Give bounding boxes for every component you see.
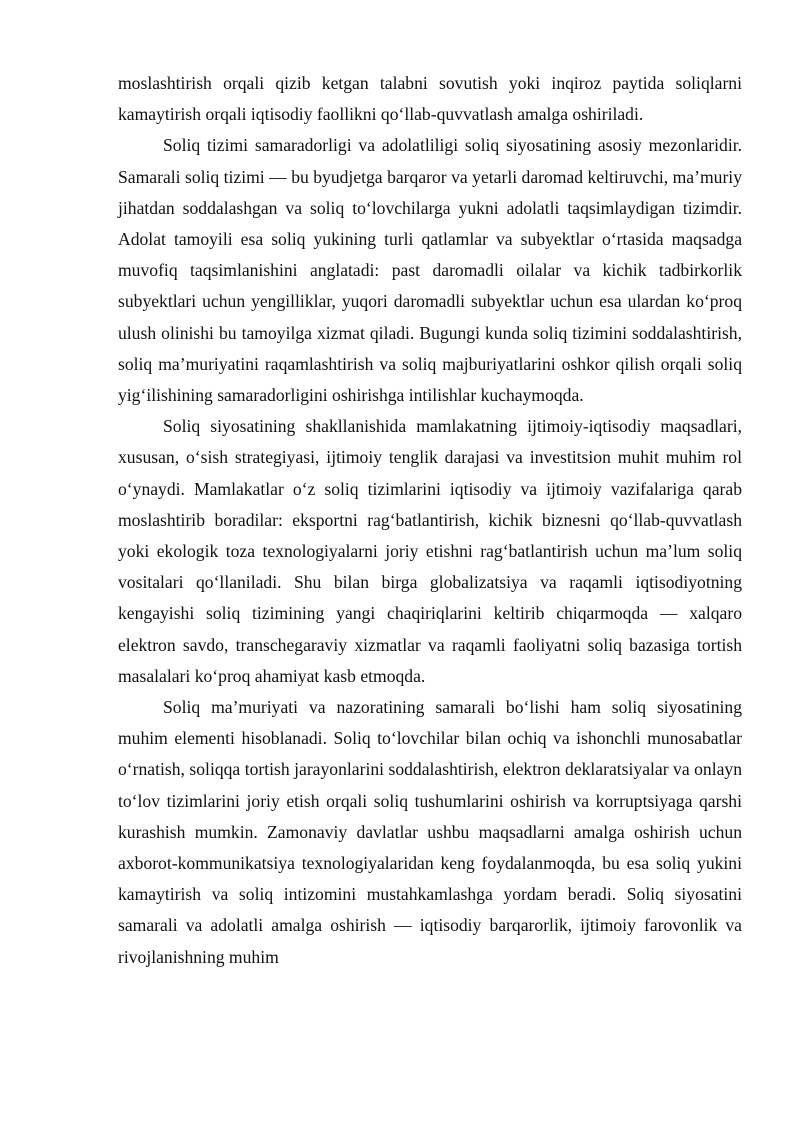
document-page bbox=[118, 68, 742, 973]
paragraph-continuation: moslashtirish orqali qizib ketgan talabni sovutish yoki inqiroz paytida soliqlarni kamaytirish orqali iqtisodiy faollikni qo‘llab-quvvatlash amalga oshiriladi. bbox=[118, 73, 742, 125]
paragraph-tax-efficiency: Soliq tizimi samaradorligi va adolatliligi soliq siyosatining asosiy mezonlaridir. Samarali soliq tizimi — bu byudjetga barqaror va yetarli daromad keltiruvchi, ma’muriy jihatdan soddalashgan va soliq to‘lovchilarga yukni adolatli taqsimlaydigan tizimdir. Adolat tamoyili esa soliq yukining turli qatlamlar va subyektlar o‘rtasida maqsadga muvofiq taqsimlanishini anglatadi: past daromadli oilalar va kichik tadbirkorlik subyektlari uchun yengilliklar, yuqori daromadli subyektlar uchun esa ulardan ko‘proq ulush olinishi bu tamoyilga xizmat qiladi. Bugungi kunda soliq tizimini soddalashtirish, soliq ma’muriyatini raqamlashtirish va soliq majburiyatlarini oshkor qilish orqali soliq yig‘ilishining samaradorligini oshirishga intilishlar kuchaymoqda. bbox=[118, 135, 742, 406]
paragraph-tax-administration: Soliq ma’muriyati va nazoratining samarali bo‘lishi ham soliq siyosatining muhim elementi hisoblanadi. Soliq to‘lovchilar bilan ochiq va ishonchli munosabatlar o‘rnatish, soliqqa tortish jarayonlarini soddalashtirish, elektron deklaratsiyalar va onlayn to‘lov tizimlarini joriy etish orqali soliq tushumlarini oshirish va korruptsiyaga qarshi kurashish mumkin. Zamonaviy davlatlar ushbu maqsadlarni amalga oshirish uchun axborot-kommunikatsiya texnologiyalaridan keng foydalanmoqda, bu esa soliq yukini kamaytirish va soliq intizomini mustahkamlashga yordam beradi. Soliq siyosatini samarali va adolatli amalga oshirish — iqtisodiy barqarorlik, ijtimoiy farovonlik va rivojlanishning muhim bbox=[118, 697, 742, 967]
paragraph-tax-policy-formation: Soliq siyosatining shakllanishida mamlakatning ijtimoiy-iqtisodiy maqsadlari, xususan, o‘sish strategiyasi, ijtimoiy tenglik darajasi va investitsion muhit muhim rol o‘ynaydi. Mamlakatlar o‘z soliq tizimlarini iqtisodiy va ijtimoiy vazifalariga qarab moslashtirib boradilar: eksportni rag‘batlantirish, kichik biznesni qo‘llab-quvvatlash yoki ekologik toza texnologiyalarni joriy etishni rag‘batlantirish uchun ma’lum soliq vositalari qo‘llaniladi. Shu bilan birga globalizatsiya va raqamli iqtisodiyotning kengayishi soliq tizimining yangi chaqiriqlarini keltirib chiqarmoqda — xalqaro elektron savdo, transchegaraviy xizmatlar va raqamli faoliyatni soliq bazasiga tortish masalalari ko‘proq ahamiyat kasb etmoqda. bbox=[118, 416, 742, 686]
